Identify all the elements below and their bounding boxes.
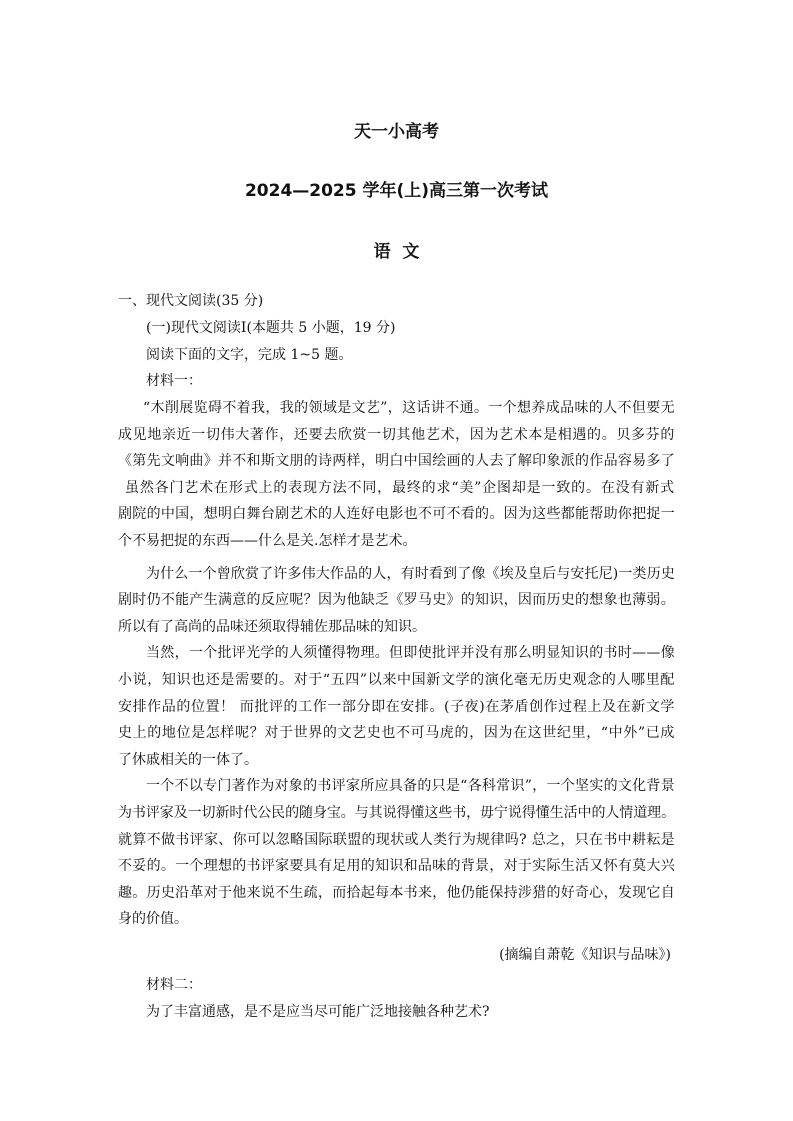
section-heading: 一、现代文阅读(35 分): [118, 293, 264, 309]
text-line: 虽然各门艺术在形式上的表现方法不同，最终的求“美”企图却是一致的。在没有新式: [125, 480, 675, 496]
text-line: 个不易把捉的东西——什么是关.怎样才是艺术。: [118, 533, 417, 549]
text-line: 所以有了高尚的品味还须取得辅佐那品味的知识。: [118, 619, 426, 635]
text-line: 为什么一个曾欣赏了许多伟大作品的人，有时看到了像《埃及皇后与安托尼)一类历史: [146, 566, 675, 582]
subsection-heading: (一)现代文阅读Ⅰ(本题共 5 小题，19 分): [146, 320, 396, 336]
subject-title: 语 文: [373, 242, 420, 262]
text-line: 一个不以专门著作为对象的书评家所应具备的只是“各科常识”，一个坚实的文化背景: [146, 778, 675, 794]
text-line: 成见地亲近一切伟大著作，还要去欣赏一切其他艺术，因为艺术本是相遇的。贝多芬的: [118, 427, 675, 443]
material-label: 材料一：: [146, 373, 202, 389]
brand-title: 天一小高考: [354, 122, 439, 142]
text-line: 为书评家及一切新时代公民的随身宝。与其说得懂这些书，毋宁说得懂生活中的人情道理。: [118, 805, 675, 821]
material-label: 材料二：: [146, 977, 202, 993]
exam-title: 2024—2025 学年(上)高三第一次考试: [244, 181, 549, 201]
source-citation: (摘编自萧乾《知识与品味》): [499, 947, 671, 963]
text-line: 剧院的中国，想明白舞台剧艺术的人连好电影也不可不看的。因为这些都能帮助你把捉一: [118, 506, 675, 522]
text-line: 史上的地位是怎样呢？对于世界的文艺史也不可马虎的，因为在这世纪里，“中外”已成: [118, 725, 675, 741]
text-line: 剧时仍不能产生满意的反应呢？因为他缺乏《罗马史》的知识，因而历史的想象也薄弱。: [118, 592, 675, 608]
instruction: 阅读下面的文字，完成 1~5 题。: [146, 347, 353, 363]
text-line: 安排作品的位置！ 而批评的工作一部分即在安排。(子夜)在茅盾创作过程上及在新文学: [118, 699, 675, 715]
text-line: 《第先文响曲》并不和斯文朋的诗两样，明白中国绘画的人去了解印象派的作品容易多了: [118, 453, 675, 469]
text-line: 就算不做书评家、你可以忽略国际联盟的现状或人类行为规律吗? 总之，只在书中耕耘是: [118, 832, 675, 848]
text-line: 为了丰富通感，是不是应当尽可能广泛地接触各种艺术?: [146, 1004, 490, 1020]
text-line: 小说，知识也还是需要的。对于“五四”以来中国新文学的演化毫无历史观念的人哪里配: [118, 672, 675, 688]
text-line: 身的价值。: [118, 911, 188, 927]
text-line: 了休戚相关的一体了。: [118, 752, 258, 768]
text-line: “木削展览碍不着我，我的领域是文艺”，这话讲不通。一个想养成品味的人不但要无: [143, 400, 675, 416]
text-line: 不妥的。一个理想的书评家要具有足用的知识和品味的背景，对于实际生活又怀有莫大兴: [118, 858, 675, 874]
text-line: 趣。历史沿革对于他来说不生疏，而拾起每本书来，他仍能保持涉猎的好奇心，发现它自: [118, 885, 675, 901]
text-line: 当然，一个批评光学的人须懂得物理。但即使批评并没有那么明显知识的书时——像: [146, 645, 675, 661]
